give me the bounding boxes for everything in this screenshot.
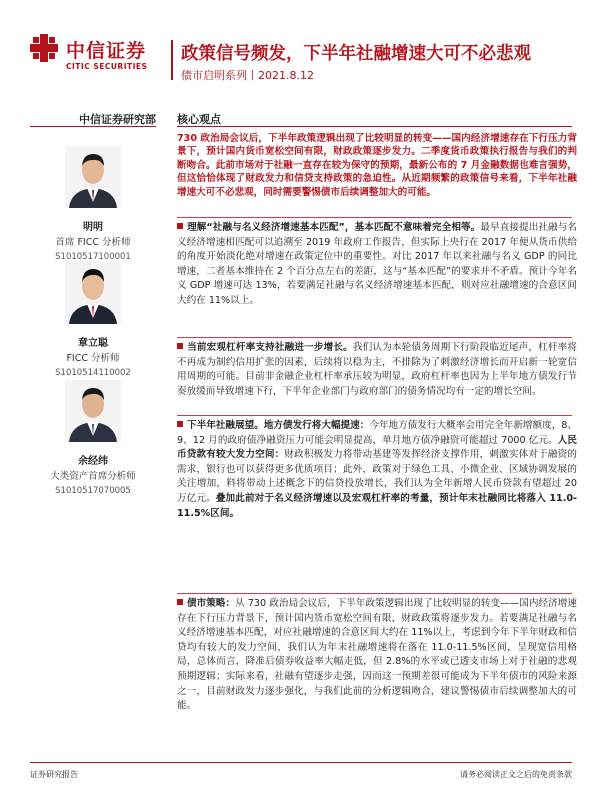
paragraph-lead: 下半年社融展望。 <box>187 420 264 431</box>
paragraph-highlight: 人民币贷款有较大发力空间： <box>177 434 578 461</box>
analyst-license: S1010517070005 <box>55 486 131 496</box>
paragraph-body: 今年地方债发行大概率会用完全年新增额度，8、9、12 月的政府债净融资压力可能会明显提高，单月地方债净融资可能超过 7000 亿元。 <box>177 420 578 446</box>
research-dept-heading: 中信证券研究部 <box>79 113 156 126</box>
report-title: 政策信号频发，下半年社融增速大可不必悲观 <box>181 44 531 64</box>
footer-report-type: 证券研究报告 <box>30 770 78 779</box>
section-divider <box>177 217 572 218</box>
bullet-icon <box>177 599 183 605</box>
analyst-name: 章立聪 <box>78 338 108 349</box>
paragraph-h2-outlook <box>177 419 577 521</box>
analyst-card <box>30 146 156 262</box>
paragraph-body: 财政积极发力将带动基建等发挥经济支撑作用，刺激实体对于融资的需求，银行也可以获得更多优质项目；此外，政策对于绿色工具、小微企业、区域协调发展的关注增加，料将带动上述概念下的信贷投放增长，我们认为全年新增人民币贷款有望超过 20 万亿元。 <box>177 449 578 504</box>
paragraph-lead: 当前宏观杠杆率支持社融进一步增长。 <box>187 342 353 353</box>
paragraph-macro-leverage <box>177 341 577 399</box>
analyst-photo <box>65 380 121 442</box>
footer-rule <box>30 762 572 763</box>
paragraph-social-financing-match <box>177 221 577 309</box>
section-divider <box>177 337 572 338</box>
bullet-icon <box>177 421 183 427</box>
report-subtitle: 债市启明系列丨2021.8.12 <box>181 69 314 82</box>
footer-disclaimer: 请务必阅读正文之后的免责条款 <box>460 770 572 779</box>
analyst-role: 大类资产首席分析师 <box>50 471 136 482</box>
report-header <box>0 0 600 100</box>
analyst-name: 明明 <box>83 222 103 233</box>
bullet-icon <box>177 343 183 349</box>
paragraph-lead: 债市策略： <box>187 598 236 609</box>
citic-logo-icon <box>30 34 58 62</box>
paragraph-conclusion: 叠加此前对于名义经济增速以及宏观杠杆率的考量，预计年末社融同比将落入 11.0-11.5%区间。 <box>177 492 578 519</box>
paragraph-lead: 理解“社融与名义经济增速基本匹配”，基本匹配不意味着完全相等。 <box>187 222 481 233</box>
core-views-heading: 核心观点 <box>177 113 221 126</box>
paragraph-bond-strategy <box>177 597 577 714</box>
paragraph-body: 从 730 政治局会议后，下半年政策逻辑出现了比较明显的转变——国内经济增速存在下行压力背景下，预计国内货币宽松空间有限，财政政策将逐步发力。若要满足社融与名义经济增速基本匹配，对应社融增速的合意区间大约在 11%以上，考虑到今年下半年财政和信贷均有较大的发力空间，我们认为年末社融增速将在落在 11.0-11.5%区间，呈现宽信用格局，总体而言，降准后债券收益率大幅走低，但 2.8%的水平或已透支市场上对于社融的悲观预期逻辑；实际来看，社融有望逐步走强，因而这一预期差很可能成为下半年债市的风险来源之一，目前财政发力逐步强化，与我们此前的分析逻辑吻合，建议警惕债市后续调整加大的可能。 <box>177 598 577 712</box>
section-divider <box>177 593 572 594</box>
paragraph-body: 我们认为本轮债务周期下行阶段临近尾声，杠杆率将不再成为制约信用扩张的因素，后续将以稳为主，不排除为了刺激经济增长而开启新一轮宽信用周期的可能。目前非金融企业杠杆率承压较为明显，政府杠杆率也因为上半年地方债发行节奏放缓而导致增速下行，下半年企业部门与政府部门的债务情况均有一定的增长空间。 <box>177 342 577 397</box>
analyst-photo <box>65 262 121 324</box>
section-divider <box>177 415 572 416</box>
paragraph-body: 最早直接提出社融与名义经济增速相匹配可以追溯至 2019 年政府工作报告，但实际上央行在 2017 年便从货币供给的角度开始淡化绝对增速在政策定位中的重要性。对比 2017 年以来社融与名义 GDP 的同比增速，二者基本维持在 2 个百分点左右的差距，这与“基本匹配”的要求并不矛盾。预计今年名义 GDP 增速可达 13%，若要满足社融与名义经济增速基本匹配，则对应社融增速的合意区间大约在 11%以上。 <box>177 222 577 306</box>
brand-name-en: CITIC SECURITIES <box>66 62 148 71</box>
analyst-license: S1010517100001 <box>55 252 131 262</box>
analyst-name: 余经纬 <box>78 456 108 467</box>
title-divider <box>171 40 173 80</box>
analyst-photo <box>65 146 121 208</box>
brand-name-cn: 中信证券 <box>66 40 147 62</box>
bullet-icon <box>177 223 183 229</box>
paragraph-highlight: 地方债发行将大幅提速： <box>263 420 370 431</box>
right-heading-rule <box>177 126 572 127</box>
citic-logo <box>30 34 170 78</box>
analyst-card <box>30 262 156 378</box>
left-heading-rule <box>30 126 156 127</box>
analyst-license: S1010514110002 <box>55 368 131 378</box>
analyst-role: FICC 分析师 <box>66 353 120 364</box>
analyst-card <box>30 380 156 496</box>
core-views-summary: 730 政治局会议后，下半年政策逻辑出现了比较明显的转变——国内经济增速存在下行压力背景下，预计国内货币宽松空间有限，财政政策逐步发力。二季度货币政策执行报告与我们的判断吻合。此前市场对于社融一直存在较为保守的预期，最新公布的 7 月金融数据也难言强势，但这恰恰体现了财政发力和信贷支持政策的急迫性。从近期频繁的政策信号来看，下半年社融增速大可不必悲观，同时需要警惕债市后续调整加大的可能。 <box>177 133 577 198</box>
analyst-role: 首席 FICC 分析师 <box>55 237 131 248</box>
